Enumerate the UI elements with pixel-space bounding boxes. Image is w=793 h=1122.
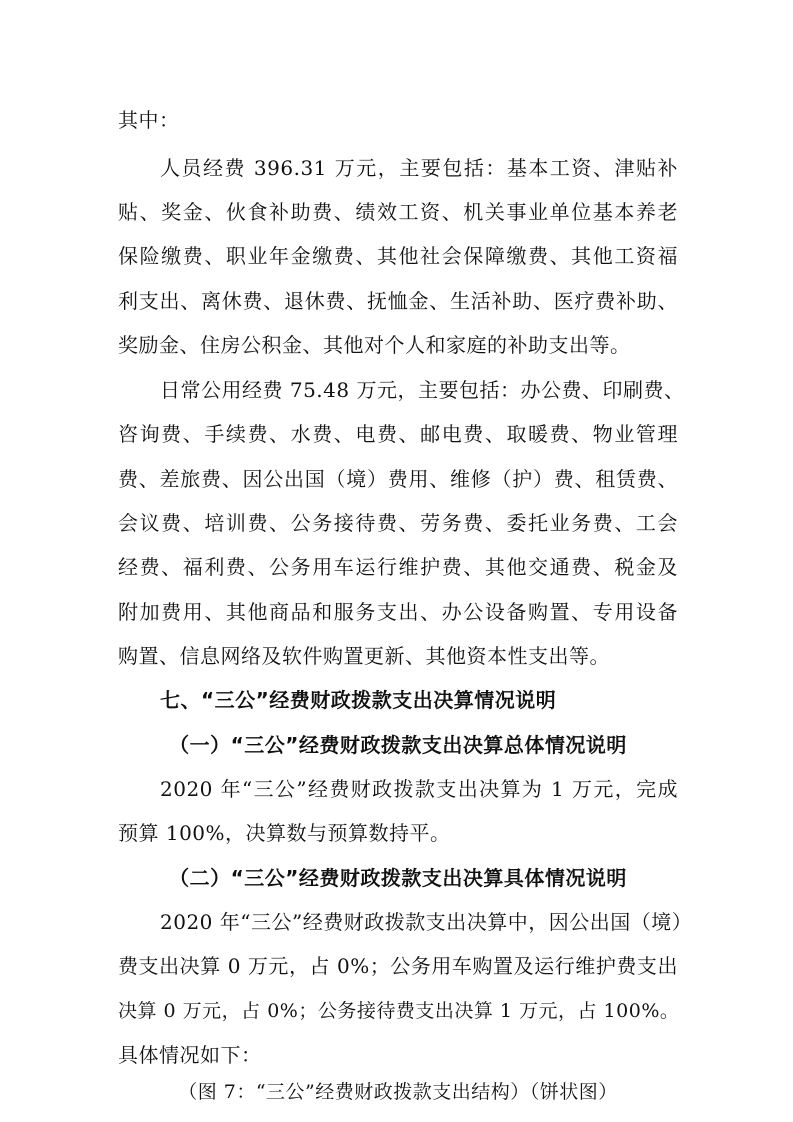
text-line: 利支出、离休费、退休费、抚恤金、生活补助、医疗费补助、 xyxy=(118,289,678,313)
text-line: 预算 100%，决算数与预算数持平。 xyxy=(118,821,451,845)
subsection-heading: （二）“三公”经费财政拨款支出决算具体情况说明 xyxy=(169,866,627,890)
text-line: 经费、福利费、公务用车运行维护费、其他交通费、税金及 xyxy=(118,555,678,579)
text-line: 购置、信息网络及软件购置更新、其他资本性支出等。 xyxy=(118,644,610,668)
text-line: 费支出决算 0 万元，占 0%；公务用车购置及运行维护费支出 xyxy=(118,954,678,978)
text-line: 贴、奖金、伙食补助费、绩效工资、机关事业单位基本养老 xyxy=(118,200,678,224)
text-line: 日常公用经费 75.48 万元，主要包括：办公费、印刷费、 xyxy=(160,378,685,402)
section-heading: 七、“三公”经费财政拨款支出决算情况说明 xyxy=(160,688,557,712)
text-line: 奖励金、住房公积金、其他对个人和家庭的补助支出等。 xyxy=(118,333,631,357)
text-line: 2020 年“三公”经费财政拨款支出决算为 1 万元，完成 xyxy=(160,777,678,801)
text-line: 人员经费 396.31 万元，主要包括：基本工资、津贴补 xyxy=(160,156,678,180)
text-line: 附加费用、其他商品和服务支出、办公设备购置、专用设备 xyxy=(118,600,678,624)
text-line: 保险缴费、职业年金缴费、其他社会保障缴费、其他工资福 xyxy=(118,244,678,268)
text-line: 决算 0 万元，占 0%；公务接待费支出决算 1 万元，占 100%。 xyxy=(118,1000,680,1022)
text-line: 费、差旅费、因公出国（境）费用、维修（护）费、租赁费、 xyxy=(118,467,678,491)
text-line: 会议费、培训费、公务接待费、劳务费、委托业务费、工会 xyxy=(118,511,678,535)
text-line: 其中： xyxy=(118,108,180,132)
text-line: 2020 年“三公”经费财政拨款支出决算中，因公出国（境） xyxy=(160,910,693,934)
figure-caption: （图 7：“三公”经费财政拨款支出结构）（饼状图） xyxy=(178,1081,618,1103)
text-line: 具体情况如下： xyxy=(118,1043,262,1067)
text-line: 咨询费、手续费、水费、电费、邮电费、取暖费、物业管理 xyxy=(118,422,678,446)
subsection-heading: （一）“三公”经费财政拨款支出决算总体情况说明 xyxy=(169,733,627,757)
